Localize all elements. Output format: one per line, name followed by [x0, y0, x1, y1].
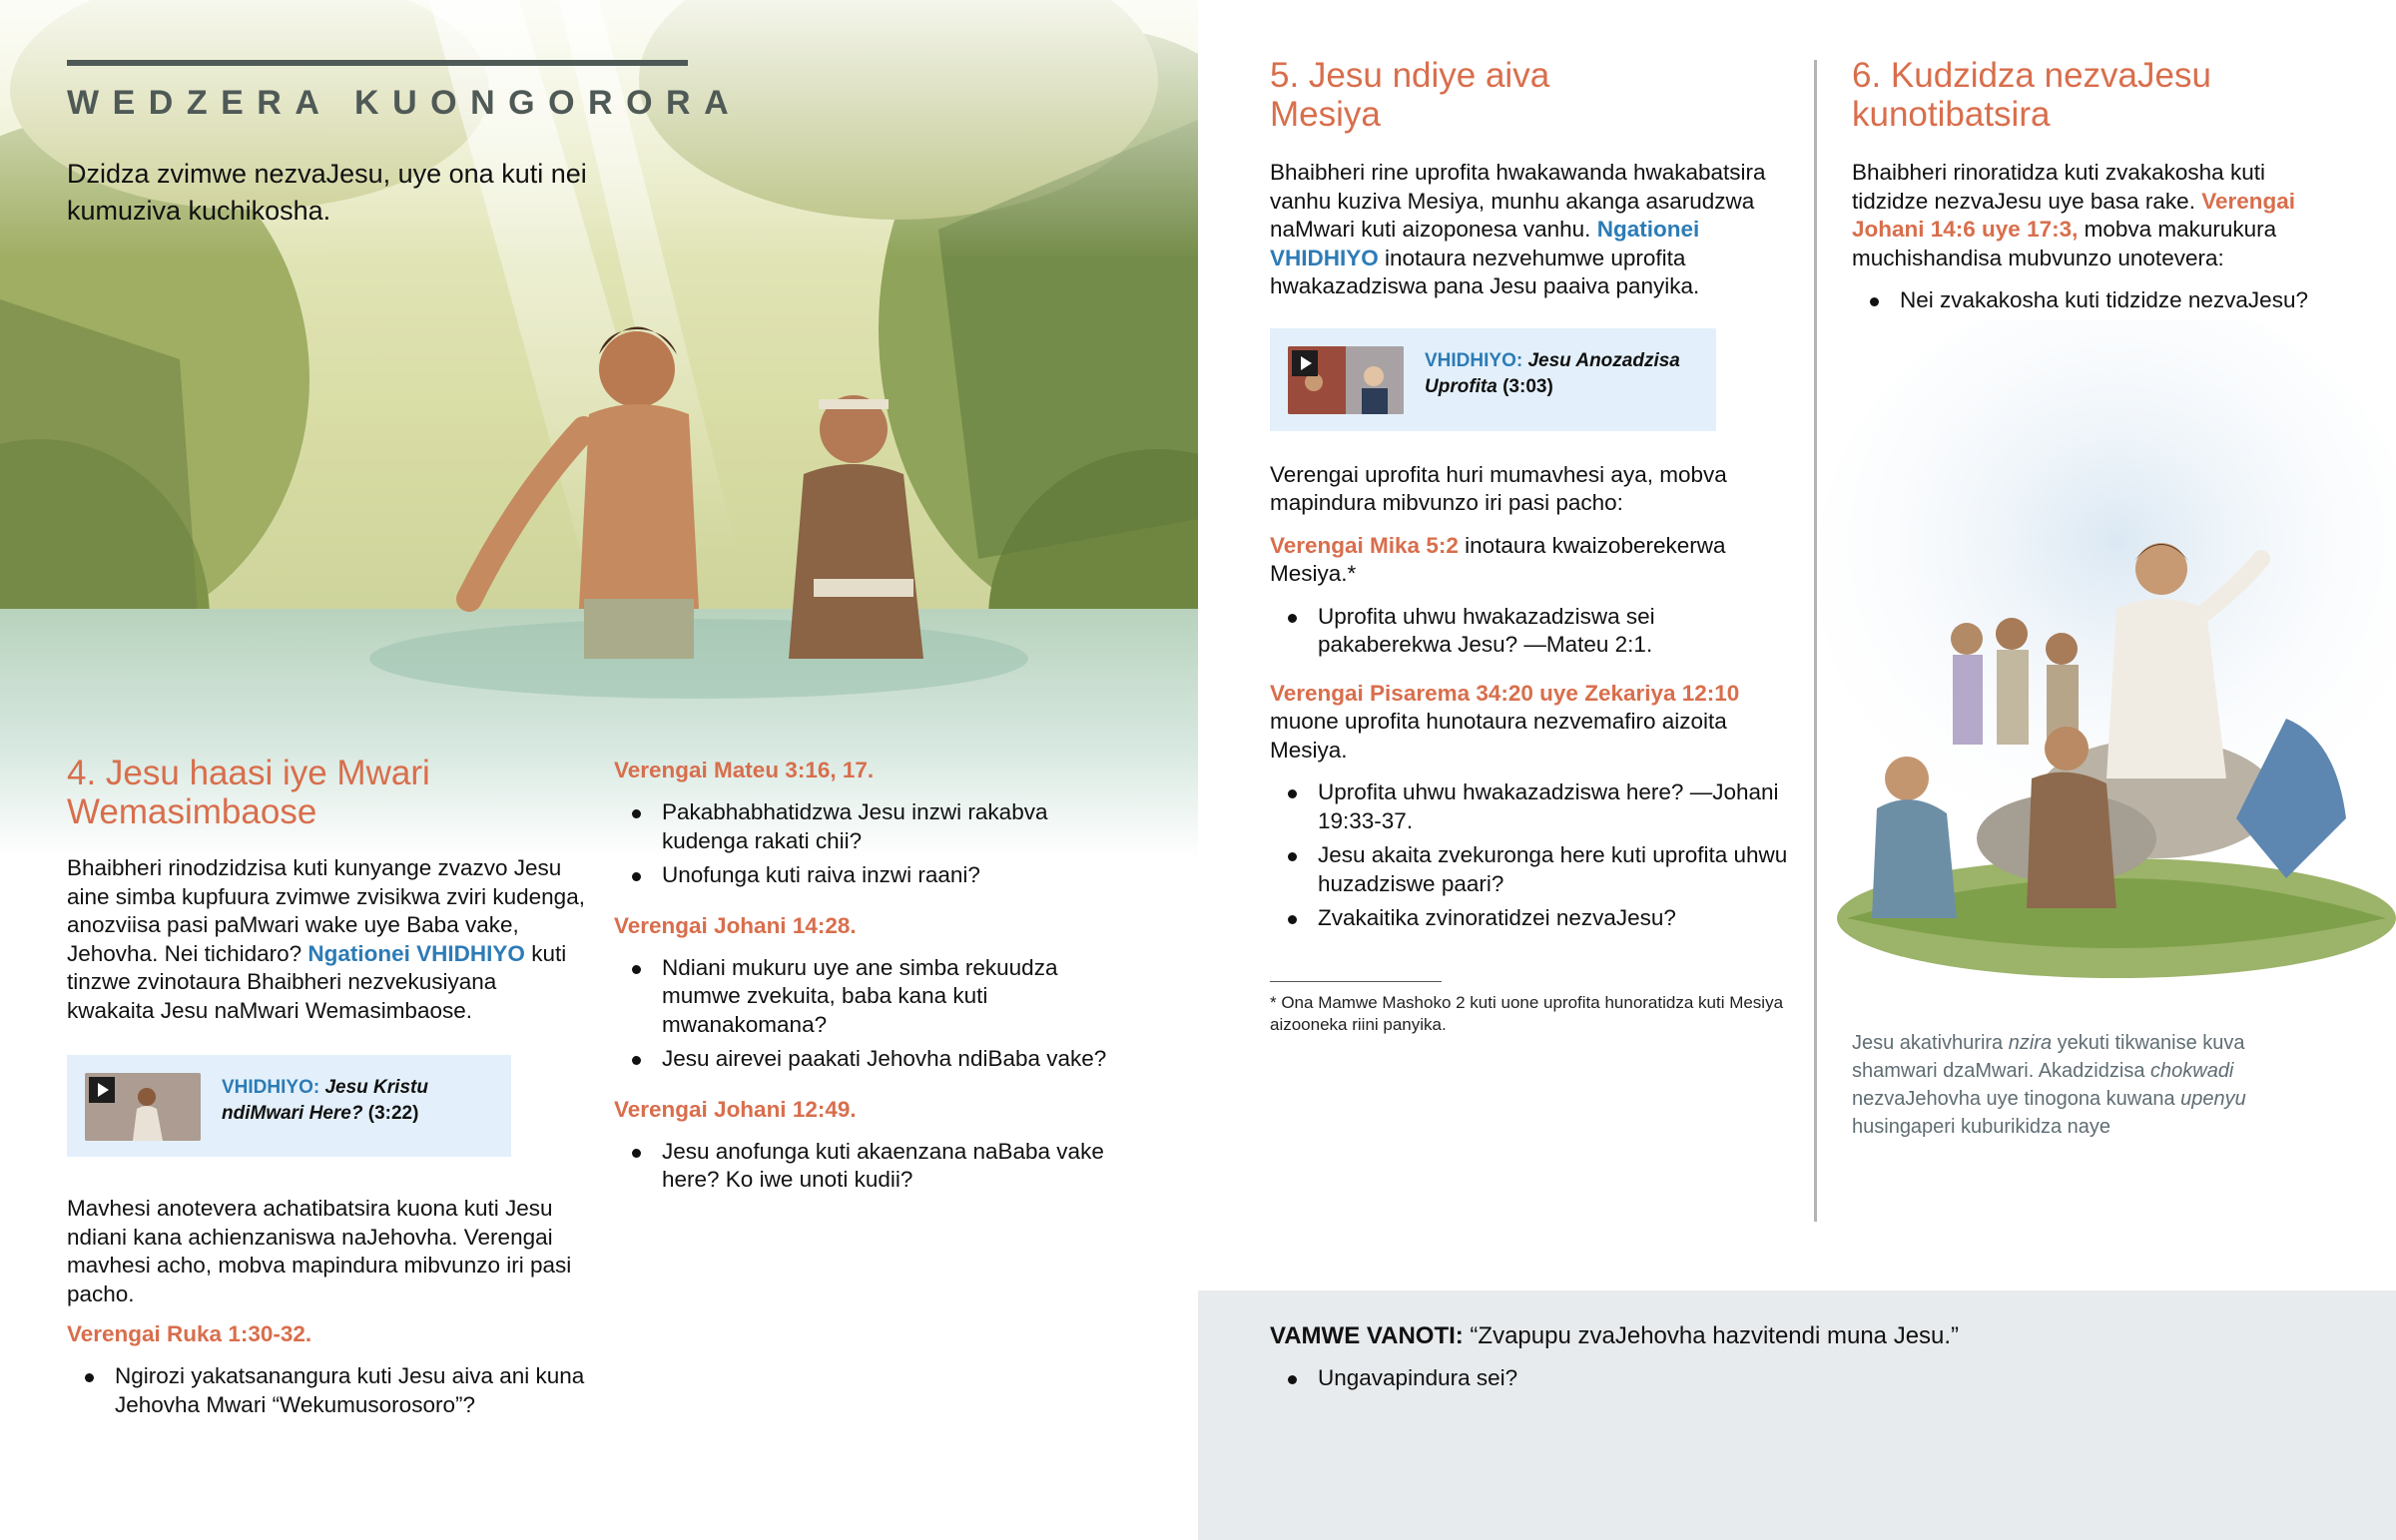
caption-em-3: upenyu	[2180, 1088, 2246, 1110]
mateu-questions	[614, 798, 1133, 890]
section-4-after-video: Mavhesi anotevera achatibatsira kuona kuti Jesu ndiani kana achienzaniswa naJehovha. Verengai mavhesi acho, mobva mapindura mibvunzo iri pasi pacho.	[67, 1196, 572, 1306]
baptism-illustration	[0, 0, 1198, 858]
section-4-video-thumbnail[interactable]	[85, 1073, 201, 1141]
section-6-body-a: Bhaibheri rinoratidza kuti zvakakosha kuti tidzidze nezvaJesu uye basa rake.	[1852, 160, 2265, 214]
section-5-ref-pisarema	[1270, 680, 1789, 766]
footnote-rule	[1270, 981, 1442, 982]
question-item: Ungavapindura sei?	[1270, 1364, 2168, 1393]
summary-lead	[1270, 1320, 1959, 1352]
johani-14-28-questions	[614, 954, 1133, 1074]
section-4-body-a: Bhaibheri rinodzidzisa kuti kunyange zvazvo Jesu aine simba kupfuura zvimwe zvisikwa zviri kudenga, anozviisa pasi paMwari wake uye Baba vake, Jehovha. Nei tichidaro?	[67, 855, 585, 966]
section-5-ref-mika	[1270, 532, 1789, 589]
section-4-body	[67, 854, 586, 1025]
section-5-body	[1270, 159, 1789, 301]
section-4-heading: 4. Jesu haasi iye Mwari Wemasimbaose	[67, 754, 430, 831]
question-item: Jesu anofunga kuti akaenzana naBaba vake here? Ko iwe unoti kudii?	[614, 1138, 1133, 1195]
section-6	[1852, 56, 2331, 321]
caption-em-1: nzira	[2008, 1032, 2053, 1054]
question-item: Pakabhabhatidzwa Jesu inzwi rakabva kudenga rakati chii?	[614, 798, 1133, 855]
summary-questions	[1270, 1364, 2168, 1399]
ref-johani-12-49: Verengai Johani 12:49.	[614, 1096, 857, 1122]
teaching-illustration	[1817, 319, 2396, 998]
ref-mateu: Verengai Mateu 3:16, 17.	[614, 758, 875, 782]
baptism-scene-svg	[0, 0, 1198, 858]
question-item: Uprofita uhwu hwakazadziswa sei pakaberekwa Jesu? —Mateu 2:1.	[1270, 603, 1789, 660]
section-4-video-title: Jesu Kristu ndiMwari Here?	[222, 1077, 428, 1124]
kicker-title: WEDZERA KUONGORORA	[67, 84, 743, 122]
ref-mika-text: inotaura kwaizoberekerwa Mesiya.*	[1270, 532, 1726, 586]
illustration-caption	[1852, 1029, 2321, 1141]
question-item: Zvakaitika zvinoratidzei nezvaJesu?	[1270, 904, 1789, 933]
section-6-heading: 6. Kudzidza nezvaJesu kunotibatsira	[1852, 56, 2211, 134]
caption-part-2: yekuti tikwanise kuva shamwari dzaMwari. Akadzidzisa	[1852, 1032, 2245, 1082]
ref-mika: Verengai Mika 5:2	[1270, 532, 1459, 558]
caption-part-4: husingaperi kuburikidza naye	[1852, 1116, 2111, 1138]
section-4-column-2	[614, 757, 1133, 1201]
intro-text: Dzidza zvimwe nezvaJesu, uye ona kuti nei kumuziva kuchikosha.	[67, 159, 587, 226]
section-5-after-video: Verengai uprofita huri mumavhesi aya, mobva mapindura mibvunzo iri pasi pacho:	[1270, 461, 1727, 515]
question-item: Ndiani mukuru uye ane simba rekuudza mumwe zvekuita, baba kana kuti mwanakomana?	[614, 954, 1133, 1040]
caption-em-2: chokwadi	[2150, 1060, 2234, 1082]
section-6-body	[1852, 159, 2331, 272]
question-item: Unofunga kuti raiva inzwi raani?	[614, 861, 1133, 890]
section-5-video-box[interactable]	[1270, 328, 1716, 431]
question-item: Jesu akaita zvekuronga here kuti uprofita uhwu huzadziswe paari?	[1270, 841, 1789, 898]
section-5-video-duration: (3:03)	[1497, 375, 1553, 397]
question-item: Ngirozi yakatsanangura kuti Jesu aiva ani kuna Jehovha Mwari “Wekumusorosoro”?	[67, 1362, 586, 1419]
ruka-questions	[67, 1362, 586, 1419]
question-item: Uprofita uhwu hwakazadziswa here? —Johani 19:33-37.	[1270, 778, 1789, 835]
right-page	[1198, 0, 2396, 1540]
summary-label: VAMWE VANOTI:	[1270, 1322, 1464, 1349]
section-4	[67, 754, 586, 1425]
pisarema-questions	[1270, 778, 1789, 933]
section-4-video-link[interactable]: Ngationei VHIDHIYO	[307, 940, 525, 966]
section-5	[1270, 56, 1789, 939]
question-item: Jesu airevei paakati Jehovha ndiBaba vake?	[614, 1045, 1133, 1074]
caption-part-1: Jesu akativhurira	[1852, 1032, 2009, 1054]
play-icon[interactable]	[89, 1077, 115, 1103]
question-item: Nei zvakakosha kuti tidzidze nezvaJesu?	[1852, 286, 2331, 315]
section-6-questions	[1852, 286, 2331, 315]
footnote: * Ona Mamwe Mashoko 2 kuti uone uprofita hunoratidza kuti Mesiya aizooneka riini panyika.	[1270, 993, 1784, 1034]
ref-johani-14-28: Verengai Johani 14:28.	[614, 912, 857, 938]
ref-pisarema: Verengai Pisarema 34:20 uye Zekariya 12:10	[1270, 680, 1740, 706]
section-5-video-text[interactable]	[1425, 348, 1704, 400]
section-5-video-title: Jesu Anozadzisa Uprofita	[1425, 349, 1680, 397]
section-5-heading: 5. Jesu ndiye aiva Mesiya	[1270, 56, 1550, 134]
section-6-body-b: mobva makurukura muchishandisa mubvunzo unotevera:	[1852, 217, 2277, 270]
section-4-video-text[interactable]	[222, 1075, 451, 1127]
section-4-video-duration: (3:22)	[362, 1103, 419, 1124]
teaching-scene-svg	[1817, 319, 2396, 998]
section-5-video-link[interactable]: Ngationei VHIDHIYO	[1270, 217, 1700, 270]
mika-questions	[1270, 603, 1789, 660]
section-4-video-box[interactable]	[67, 1055, 511, 1157]
section-5-body-a: Bhaibheri rine uprofita hwakawanda hwakabatsira vanhu kuziva Mesiya, munhu akanga asarudzwa naMwari kuti aizoponesa vanhu.	[1270, 160, 1766, 242]
ref-pisarema-text: muone uprofita hunotaura nezvemafiro aizoita Mesiya.	[1270, 709, 1727, 763]
section-4-body-b: kuti tinzwe zvinotaura Bhaibheri nezvekusiyana kwakaita Jesu naMwari Wemasimbaose.	[67, 940, 567, 1023]
summary-quote: “Zvapupu zvaJehovha hazvitendi muna Jesu.”	[1463, 1322, 1960, 1349]
johani-12-49-questions	[614, 1138, 1133, 1195]
summary-band	[1198, 1290, 2396, 1540]
section-5-video-thumbnail[interactable]	[1288, 346, 1404, 414]
section-5-body-b: inotaura nezvehumwe uprofita hwakazadziswa pana Jesu paaiva panyika.	[1270, 245, 1700, 298]
ref-ruka: Verengai Ruka 1:30-32.	[67, 1321, 312, 1346]
caption-part-3: nezvaJehovha uye tinogona kuwana	[1852, 1088, 2181, 1110]
section-4-video-label: VHIDHIYO:	[222, 1077, 320, 1098]
play-icon[interactable]	[1292, 350, 1318, 376]
ref-johani-14-6: Verengai Johani 14:6 uye 17:3,	[1852, 188, 2296, 242]
section-5-video-label: VHIDHIYO:	[1425, 349, 1523, 371]
kicker-rule	[67, 60, 688, 66]
